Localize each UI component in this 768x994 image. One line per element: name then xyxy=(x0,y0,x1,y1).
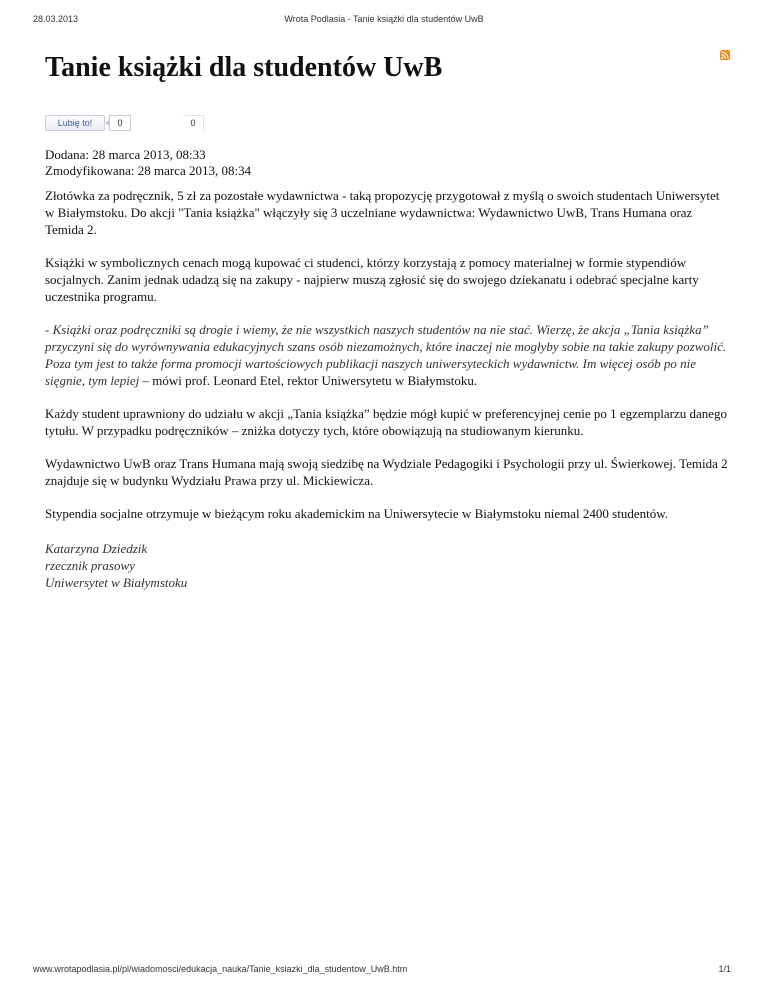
paragraph: Stypendia socjalne otrzymuje w bieżącym roku akademickim na Uniwersytecie w Białymstoku niemal 2400 studentów. xyxy=(45,506,668,521)
facebook-like-button[interactable]: Lubię to! xyxy=(45,115,105,131)
quote-paragraph xyxy=(45,321,730,389)
rector-quote: - Książki oraz podręczniki są drogie i wiemy, że nie wszystkich naszych studentów na nie stać. Wierzę, że akcja „Tania książka” przyczyni się do wyrównywania edukacyjnych szans osób niezamożnych, które inaczej nie mogłyby sobie na takie zakupy pozwolić. Poza tym jest to także forma promocji wartościowych publikacji naszych uniwersyteckich wydawnictw. Im więcej osób po nie sięgnie, tym lepiej xyxy=(45,322,727,388)
paragraph: Książki w symbolicznych cenach mogą kupować ci studenci, którzy korzystają z pomocy materialnej w formie stypendiów socjalnych. Zanim jednak udadzą się na zakupy - najpierw muszą zgłosić się do swojego dziekanatu i odebrać specjalne karty uczestnika programu. xyxy=(45,255,699,304)
print-date: 28.03.2013 xyxy=(33,14,79,24)
signature-name: Katarzyna Dziedzik xyxy=(45,541,148,556)
article-title: Tanie książki dla studentów UwB xyxy=(45,52,443,83)
signature-role: rzecznik prasowy xyxy=(45,558,135,573)
print-footer xyxy=(0,964,768,976)
article-meta xyxy=(45,147,251,179)
signature-org: Uniwersytet w Białymstoku xyxy=(45,575,188,590)
added-date: Dodana: 28 marca 2013, 08:33 xyxy=(45,147,206,162)
signature xyxy=(45,540,187,591)
quote-attribution: – mówi prof. Leonard Etel, rektor Uniwersytetu w Białymstoku. xyxy=(139,373,478,388)
print-page-title: Wrota Podlasia - Tanie książki dla studentów UwB xyxy=(284,14,484,24)
paragraph: Każdy student uprawniony do udziału w akcji „Tania książka” będzie mógł kupić w preferencyjnej cenie po 1 egzemplarzu danego tytułu. W przypadku podręczników – zniżka dotyczy tych, które obowiązują na studiowanym kierunku. xyxy=(45,406,728,438)
print-url: www.wrotapodlasia.pl/pl/wiadomosci/edukacja_nauka/Tanie_ksiazki_dla_studentow_UwB.htm xyxy=(33,964,408,974)
print-page-number: 1/1 xyxy=(718,964,731,974)
share-count: 0 xyxy=(183,115,204,130)
paragraph: Złotówka za podręcznik, 5 zł za pozostałe wydawnictwa - taką propozycję przygotował z myślą o swoich studentach Uniwersytet w Białymstoku. Do akcji "Tania książka" włączyły się 3 uczelniane wydawnictwa: Wydawnictwo UwB, Trans Humana oraz Temida 2. xyxy=(45,188,720,237)
paragraph: Wydawnictwo UwB oraz Trans Humana mają swoją siedzibę na Wydziale Pedagogiki i Psychologii przy ul. Świerkowej. Temida 2 znajduje się w budynku Wydziału Prawa przy ul. Mickiewicza. xyxy=(45,456,728,488)
modified-date: Zmodyfikowana: 28 marca 2013, 08:34 xyxy=(45,163,252,178)
article-body xyxy=(45,187,730,538)
like-count: 0 xyxy=(109,115,131,131)
rss-feed-icon[interactable] xyxy=(720,50,730,60)
print-header xyxy=(0,14,768,26)
